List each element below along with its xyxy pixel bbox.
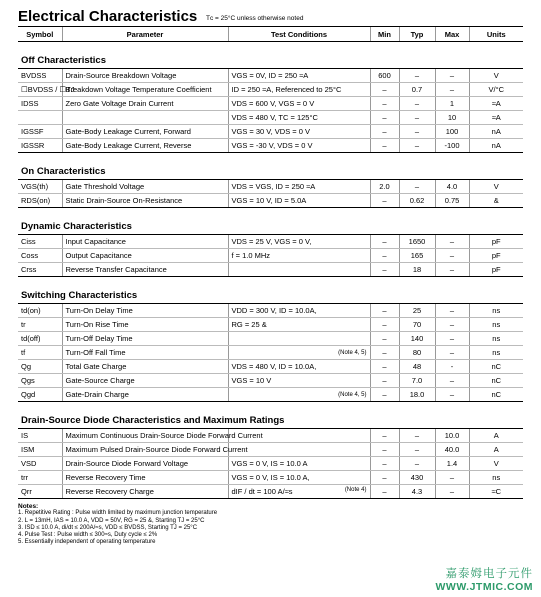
parameter-cell: Gate Threshold Voltage (62, 180, 228, 194)
unit-cell: pF (469, 249, 523, 263)
typ-cell: 165 (399, 249, 435, 263)
test-condition-cell: VDD = 300 V, ID = 10.0A, (228, 304, 370, 318)
symbol-cell: RDS(on) (18, 194, 62, 208)
symbol-cell: Qrr (18, 485, 62, 499)
section-header-row (18, 42, 523, 69)
min-cell: – (370, 332, 399, 346)
notes-block (18, 503, 523, 547)
section-title: Off Characteristics (18, 42, 523, 69)
max-cell: - (435, 360, 469, 374)
max-cell: 4.0 (435, 180, 469, 194)
test-condition-cell: RG = 25 & (228, 318, 370, 332)
symbol-cell: Coss (18, 249, 62, 263)
header-row (18, 27, 523, 42)
table-row (18, 374, 523, 388)
unit-cell: nC (469, 388, 523, 402)
min-cell: – (370, 249, 399, 263)
typ-cell: 4.3 (399, 485, 435, 499)
table-row (18, 346, 523, 360)
parameter-cell: Reverse Transfer Capacitance (62, 263, 228, 277)
unit-cell: nA (469, 125, 523, 139)
unit-cell: ns (469, 318, 523, 332)
min-cell: – (370, 111, 399, 125)
symbol-cell: tf (18, 346, 62, 360)
min-cell: – (370, 457, 399, 471)
typ-cell: 80 (399, 346, 435, 360)
temperature-condition: Tᴄ = 25°C unless otherwise noted (206, 15, 304, 22)
test-condition-cell: VGS = 10 V (228, 374, 370, 388)
test-condition-cell: ID = 250 ≈A, Referenced to 25°C (228, 83, 370, 97)
table-row (18, 235, 523, 249)
parameter-cell (62, 111, 228, 125)
parameter-cell: Turn-On Rise Time (62, 318, 228, 332)
test-condition-cell: VDS = 25 V, VGS = 0 V, (228, 235, 370, 249)
typ-cell: 430 (399, 471, 435, 485)
parameter-cell: Gate-Source Charge (62, 374, 228, 388)
max-cell: 1 (435, 97, 469, 111)
typ-cell: – (399, 97, 435, 111)
parameter-cell: Turn-Off Fall Time (62, 346, 228, 360)
unit-cell: V/°C (469, 83, 523, 97)
unit-cell: V (469, 180, 523, 194)
typ-cell: – (399, 111, 435, 125)
min-cell: – (370, 139, 399, 153)
header-test-conditions: Test Conditions (228, 27, 370, 42)
unit-cell: & (469, 194, 523, 208)
symbol-cell: tr (18, 318, 62, 332)
test-condition-cell: VGS = 0V, ID = 250 ≈A (228, 69, 370, 83)
unit-cell: ≈C (469, 485, 523, 499)
header-symbol: Symbol (18, 27, 62, 42)
parameter-cell: Zero Gate Voltage Drain Current (62, 97, 228, 111)
symbol-cell: IGSSF (18, 125, 62, 139)
symbol-cell: BVDSS (18, 69, 62, 83)
min-cell: – (370, 360, 399, 374)
min-cell: – (370, 194, 399, 208)
unit-cell: ≈A (469, 111, 523, 125)
max-cell: – (435, 235, 469, 249)
table-row (18, 360, 523, 374)
section-title: Switching Characteristics (18, 277, 523, 304)
max-cell: – (435, 69, 469, 83)
test-condition-cell: VGS = 10 V, ID = 5.0A (228, 194, 370, 208)
test-condition-cell: VGS = 0 V, IS = 10.0 A, (228, 471, 370, 485)
parameter-cell: Gate-Body Leakage Current, Forward (62, 125, 228, 139)
symbol-cell: ☐BVDSS / ☐TJ (18, 83, 62, 97)
symbol-cell: VSD (18, 457, 62, 471)
symbol-cell: Ciss (18, 235, 62, 249)
unit-cell: ns (469, 304, 523, 318)
typ-cell: 18.0 (399, 388, 435, 402)
note-item: 1. Repetitive Rating : Pulse width limited by maximum junction temperature (18, 510, 218, 517)
typ-cell: 0.7 (399, 83, 435, 97)
typ-cell: – (399, 139, 435, 153)
watermark-chinese: 嘉泰姆电子元件 (445, 566, 533, 580)
table-row (18, 443, 523, 457)
max-cell: – (435, 471, 469, 485)
parameter-cell: Static Drain-Source On-Resistance (62, 194, 228, 208)
symbol-cell: IS (18, 429, 62, 443)
typ-cell: 48 (399, 360, 435, 374)
note-reference: (Note 4, 5) (338, 391, 367, 398)
symbol-cell: IGSSR (18, 139, 62, 153)
header-min: Min (370, 27, 399, 42)
min-cell: – (370, 235, 399, 249)
parameter-cell: Output Capacitance (62, 249, 228, 263)
section-header-row (18, 277, 523, 304)
max-cell: – (435, 263, 469, 277)
table-row (18, 485, 523, 499)
max-cell: – (435, 374, 469, 388)
parameter-cell: Gate-Drain Charge (62, 388, 228, 402)
datasheet-page (18, 6, 523, 547)
parameter-cell: Turn-Off Delay Time (62, 332, 228, 346)
test-condition-cell (228, 346, 370, 360)
max-cell: 10 (435, 111, 469, 125)
condition-text: dIF / dt = 100 A/≈s (231, 487, 293, 496)
watermark (436, 565, 533, 593)
min-cell: 2.0 (370, 180, 399, 194)
test-condition-cell: VGS = -30 V, VDS = 0 V (228, 139, 370, 153)
max-cell: – (435, 346, 469, 360)
section-header-row (18, 208, 523, 235)
typ-cell: – (399, 69, 435, 83)
typ-cell: 7.0 (399, 374, 435, 388)
test-condition-cell: VDS = VGS, ID = 250 ≈A (228, 180, 370, 194)
note-item: 4. Pulse Test : Pulse width ≤ 300≈s, Duty cycle ≤ 2% (18, 532, 158, 539)
symbol-cell: Qg (18, 360, 62, 374)
unit-cell: A (469, 443, 523, 457)
section-title: Drain-Source Diode Characteristics and Maximum Ratings (18, 402, 523, 429)
watermark-url: WWW.JTMIC.COM (435, 581, 533, 593)
unit-cell: A (469, 429, 523, 443)
table-body (18, 42, 523, 499)
test-condition-cell: VDS = 480 V, ID = 10.0A, (228, 360, 370, 374)
table-row (18, 332, 523, 346)
typ-cell: 25 (399, 304, 435, 318)
header-units: Units (469, 27, 523, 42)
test-condition-cell (228, 443, 370, 457)
max-cell: – (435, 332, 469, 346)
header-typ: Typ (399, 27, 435, 42)
symbol-cell: IDSS (18, 97, 62, 111)
unit-cell: ≈A (469, 97, 523, 111)
min-cell: – (370, 388, 399, 402)
typ-cell: 1650 (399, 235, 435, 249)
parameter-cell: Turn-On Delay Time (62, 304, 228, 318)
notes-heading: Notes: (18, 503, 39, 510)
test-condition-cell (228, 332, 370, 346)
page-title: Electrical Characteristics (18, 8, 198, 25)
test-condition-cell: VGS = 30 V, VDS = 0 V (228, 125, 370, 139)
typ-cell: – (399, 429, 435, 443)
table-row (18, 457, 523, 471)
header-max: Max (435, 27, 469, 42)
note-item: 5. Essentially independent of operating temperature (18, 539, 156, 546)
note-reference: (Note 4, 5) (338, 349, 367, 356)
max-cell: – (435, 388, 469, 402)
unit-cell: ns (469, 471, 523, 485)
max-cell: – (435, 249, 469, 263)
parameter-cell: Input Capacitance (62, 235, 228, 249)
max-cell: 40.0 (435, 443, 469, 457)
min-cell: – (370, 304, 399, 318)
header-parameter: Parameter (62, 27, 228, 42)
typ-cell: 0.62 (399, 194, 435, 208)
test-condition-cell (228, 388, 370, 402)
table-row (18, 97, 523, 111)
max-cell: – (435, 304, 469, 318)
min-cell: – (370, 97, 399, 111)
min-cell: – (370, 429, 399, 443)
min-cell: – (370, 83, 399, 97)
symbol-cell: Qgd (18, 388, 62, 402)
table-row (18, 111, 523, 125)
table-row (18, 471, 523, 485)
symbol-cell: Crss (18, 263, 62, 277)
min-cell: 600 (370, 69, 399, 83)
typ-cell: – (399, 443, 435, 457)
unit-cell: nA (469, 139, 523, 153)
test-condition-cell: VGS = 0 V, IS = 10.0 A (228, 457, 370, 471)
table-row (18, 180, 523, 194)
table-row (18, 249, 523, 263)
test-condition-cell (228, 263, 370, 277)
table-row (18, 263, 523, 277)
table-row (18, 194, 523, 208)
min-cell: – (370, 485, 399, 499)
unit-cell: V (469, 457, 523, 471)
section-header-row (18, 153, 523, 180)
symbol-cell: td(on) (18, 304, 62, 318)
test-condition-cell: f = 1.0 MHz (228, 249, 370, 263)
symbol-cell: trr (18, 471, 62, 485)
unit-cell: pF (469, 263, 523, 277)
max-cell: 1.4 (435, 457, 469, 471)
unit-cell: ns (469, 332, 523, 346)
typ-cell: 140 (399, 332, 435, 346)
max-cell: 10.0 (435, 429, 469, 443)
unit-cell: nC (469, 374, 523, 388)
min-cell: – (370, 125, 399, 139)
typ-cell: 70 (399, 318, 435, 332)
parameter-cell: Drain-Source Breakdown Voltage (62, 69, 228, 83)
unit-cell: nC (469, 360, 523, 374)
parameter-cell: Reverse Recovery Charge (62, 485, 228, 499)
max-cell: – (435, 318, 469, 332)
title-row (18, 6, 523, 26)
typ-cell: – (399, 180, 435, 194)
max-cell: -100 (435, 139, 469, 153)
parameter-cell: Breakdown Voltage Temperature Coefficient (62, 83, 228, 97)
max-cell: 100 (435, 125, 469, 139)
parameter-cell: Gate-Body Leakage Current, Reverse (62, 139, 228, 153)
test-condition-cell: VDS = 480 V, TC = 125°C (228, 111, 370, 125)
parameter-cell: Total Gate Charge (62, 360, 228, 374)
min-cell: – (370, 318, 399, 332)
section-title: Dynamic Characteristics (18, 208, 523, 235)
symbol-cell: Qgs (18, 374, 62, 388)
parameter-cell: Maximum Continuous Drain-Source Diode Forward Current (62, 429, 228, 443)
parameter-cell: Drain-Source Diode Forward Voltage (62, 457, 228, 471)
note-item: 3. ISD ≤ 10.0 A, di/dt ≤ 200A/≈s, VDD ≤ BVDSS, Starting TJ = 25°C (18, 524, 198, 531)
symbol-cell: VGS(th) (18, 180, 62, 194)
max-cell: – (435, 83, 469, 97)
table-row (18, 69, 523, 83)
table-row (18, 429, 523, 443)
min-cell: – (370, 346, 399, 360)
unit-cell: pF (469, 235, 523, 249)
table-row (18, 304, 523, 318)
table-row (18, 83, 523, 97)
min-cell: – (370, 374, 399, 388)
min-cell: – (370, 471, 399, 485)
unit-cell: ns (469, 346, 523, 360)
section-header-row (18, 402, 523, 429)
parameter-cell: Maximum Pulsed Drain-Source Diode Forward Current (62, 443, 228, 457)
symbol-cell (18, 111, 62, 125)
typ-cell: – (399, 457, 435, 471)
typ-cell: – (399, 125, 435, 139)
section-title: On Characteristics (18, 153, 523, 180)
test-condition-cell (228, 485, 370, 499)
max-cell: – (435, 485, 469, 499)
min-cell: – (370, 263, 399, 277)
table-row (18, 318, 523, 332)
table-row (18, 125, 523, 139)
test-condition-cell: VDS = 600 V, VGS = 0 V (228, 97, 370, 111)
typ-cell: 18 (399, 263, 435, 277)
characteristics-table (18, 26, 523, 499)
symbol-cell: td(off) (18, 332, 62, 346)
note-item: 2. L = 13mH, IAS = 10.0 A, VDD = 50V, RG = 25 &, Starting TJ = 25°C (18, 517, 205, 524)
symbol-cell: ISM (18, 443, 62, 457)
min-cell: – (370, 443, 399, 457)
parameter-cell: Reverse Recovery Time (62, 471, 228, 485)
table-row (18, 388, 523, 402)
note-reference: (Note 4) (344, 487, 367, 493)
unit-cell: V (469, 69, 523, 83)
max-cell: 0.75 (435, 194, 469, 208)
table-row (18, 139, 523, 153)
